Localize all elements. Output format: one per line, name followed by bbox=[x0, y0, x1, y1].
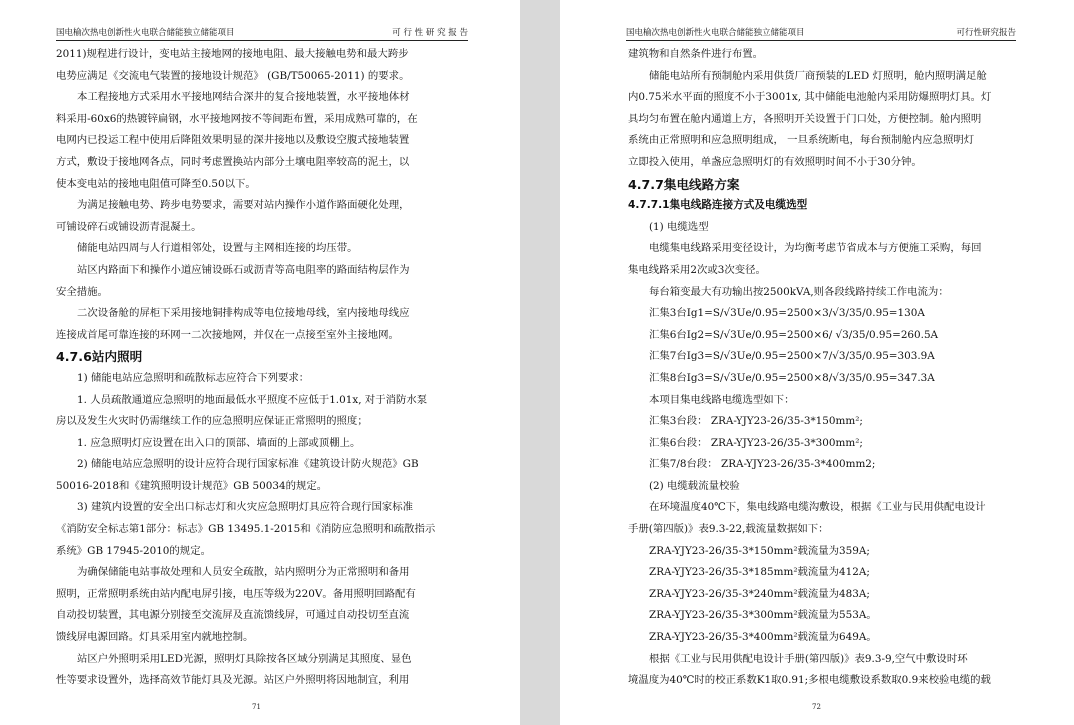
text-line: ZRA-YJY23-26/35-3*185mm²载流量为412A; bbox=[649, 566, 870, 579]
report-type: 可行性研究报告 bbox=[956, 28, 1016, 38]
text-line: 具均匀布置在舱内通道上方，各照明开关设置于门口处，方便控制。舱内照明 bbox=[628, 112, 982, 125]
text-line: 二次设备舱的屏柜下采用接地铜排构成等电位接地母线，室内接地母线应 bbox=[77, 307, 410, 320]
text-line: 站区内路面下和操作小道应铺设砾石或沥青等高电阻率的路面结构层作为 bbox=[77, 263, 410, 276]
text-line: 汇集3台段： ZRA-YJY23-26/35-3*150mm²; bbox=[649, 415, 863, 428]
text-line: ZRA-YJY23-26/35-3*300mm²载流量为553A。 bbox=[649, 609, 877, 622]
text-line: 系统》GB 17945-2010的规定。 bbox=[56, 544, 211, 557]
text-line: 自动投切装置，其电源分别接至交流屏及直流馈线屏，可通过自动投切至直流 bbox=[56, 609, 410, 622]
text-line: 安全措施。 bbox=[56, 285, 108, 298]
text-line: 连接成首尾可靠连接的环网一二次接地网，并仅在一点接至室外主接地网。 bbox=[56, 328, 399, 341]
text-line: 汇集8台Ig3=S/√3Ue/0.95=2500×8/√3/35/0.95=347.3A bbox=[649, 371, 935, 384]
text-line: 在环境温度40℃下，集电线路电缆沟敷设，根据《工业与民用供配电设计 bbox=[649, 501, 986, 514]
report-type: 可 行 性 研 究 报 告 bbox=[392, 28, 468, 38]
project-title: 国电榆次热电创新性火电联合储能独立储能项目 bbox=[626, 28, 805, 38]
text-line: 汇集6台Ig2=S/√3Ue/0.95=2500×6/ √3/35/0.95=260.5A bbox=[649, 328, 939, 341]
text-line: 方式，敷设于接地网各点，同时考虑置换站内部分土壤电阻率较高的泥土，以 bbox=[56, 155, 410, 168]
text-line: 电缆集电线路采用变径设计，为均衡考虑节省成本与方便施工采购，每回 bbox=[649, 242, 982, 255]
text-line: 料采用-60x6的热镀锌扁钢，水平接地网按不等间距布置，采用成熟可靠的，在 bbox=[56, 112, 418, 125]
text-line: 性等要求设置外，选择高效节能灯具及光源。站区户外照明将因地制宜，利用 bbox=[56, 674, 410, 687]
text-line: 每台箱变最大有功输出按2500kVA,则各段线路持续工作电流为： bbox=[649, 285, 949, 298]
text-line: 馈线屏电源回路。灯具采用室内就地控制。 bbox=[56, 631, 254, 644]
section-heading: 4.7.7集电线路方案 bbox=[628, 176, 740, 192]
text-line: 本工程接地方式采用水平接地网结合深井的复合接地装置，水平接地体材 bbox=[77, 91, 410, 104]
text-line: 集电线路采用2次或3次变径。 bbox=[628, 263, 766, 276]
section-heading: 4.7.6站内照明 bbox=[56, 349, 143, 365]
page-72 bbox=[560, 0, 1074, 725]
text-line: 本项目集电线路电缆选型如下： bbox=[649, 393, 795, 406]
text-line: 手册(第四版)》表9.3-22,载流量数据如下： bbox=[628, 523, 829, 536]
text-line: (1) 电缆选型 bbox=[649, 220, 709, 233]
text-line: 1. 应急照明灯应设置在出入口的顶部、墙面的上部或顶棚上。 bbox=[77, 436, 361, 449]
text-line: ZRA-YJY23-26/35-3*400mm²载流量为649A。 bbox=[649, 631, 877, 644]
text-line: 根据《工业与民用供配电设计手册(第四版)》表9.3-9,空气中敷设时环 bbox=[649, 652, 968, 665]
page-number: 72 bbox=[812, 703, 821, 711]
page-number: 71 bbox=[252, 703, 261, 711]
text-line: 50016-2018和《建筑照明设计规范》GB 50034的规定。 bbox=[56, 479, 328, 492]
text-line: 站区户外照明采用LED光源，照明灯具除按各区域分别满足其照度、显色 bbox=[77, 652, 412, 665]
text-line: 为满足接触电势、跨步电势要求，需要对站内操作小道作路面硬化处理， bbox=[77, 199, 410, 212]
text-line: 电势应满足《交流电气装置的接地设计规范》 (GB/T50065-2011) 的要求。 bbox=[56, 69, 410, 82]
page-body bbox=[628, 44, 1016, 692]
text-line: 3) 建筑内设置的安全出口标志灯和火灾应急照明灯具应符合现行国家标准 bbox=[77, 501, 414, 514]
section-heading: 4.7.7.1集电线路连接方式及电缆选型 bbox=[628, 199, 808, 212]
text-line: 使本变电站的接地电阻值可降至0.50以下。 bbox=[56, 177, 256, 190]
text-line: 汇集7/8台段： ZRA-YJY23-26/35-3*400mm2; bbox=[649, 458, 876, 471]
text-line: (2) 电缆载流量校验 bbox=[649, 479, 740, 492]
text-line: 1. 人员疏散通道应急照明的地面最低水平照度不应低于1.01x, 对于消防水泵 bbox=[77, 393, 428, 406]
text-line: 汇集3台Ig1=S/√3Ue/0.95=2500×3/√3/35/0.95=130A bbox=[649, 307, 925, 320]
page-header bbox=[56, 24, 468, 41]
text-line: 汇集6台段： ZRA-YJY23-26/35-3*300mm²; bbox=[649, 436, 863, 449]
text-line: 房以及发生火灾时仍需继续工作的应急照明应保证正常照明的照度； bbox=[56, 415, 368, 428]
page-header bbox=[626, 24, 1016, 41]
page-body bbox=[56, 44, 464, 692]
text-line: 汇集7台Ig3=S/√3Ue/0.95=2500×7/√3/35/0.95=303.9A bbox=[649, 350, 935, 363]
project-title: 国电榆次热电创新性火电联合储能独立储能项目 bbox=[56, 28, 235, 38]
text-line: 储能电站四周与人行道相邻处，设置与主网相连接的均压带。 bbox=[77, 242, 358, 255]
text-line: 2) 储能电站应急照明的设计应符合现行国家标准《建筑设计防火规范》GB bbox=[77, 458, 419, 471]
text-line: 电网内已投运工程中使用后降阻效果明显的深井接地以及敷设空腹式接地装置 bbox=[56, 134, 410, 147]
page-71 bbox=[0, 0, 520, 725]
text-line: 境温度为40℃时的校正系数K1取0.91;多根电缆敷设系数取0.9来校验电缆的载 bbox=[628, 674, 991, 687]
text-line: 1) 储能电站应急照明和疏散标志应符合下列要求： bbox=[77, 371, 310, 384]
text-line: 内0.75米水平面的照度不小于3001x, 其中储能电池舱内采用防爆照明灯具。灯 bbox=[628, 91, 992, 104]
text-line: 储能电站所有预制舱内采用供货厂商预装的LED 灯照明，舱内照明满足舱 bbox=[649, 69, 987, 82]
text-line: 可铺设碎石或铺设沥青混凝土。 bbox=[56, 220, 202, 233]
text-line: 照明，正常照明系统由站内配电屏引接，电压等级为220V。备用照明回路配有 bbox=[56, 587, 416, 600]
text-line: ZRA-YJY23-26/35-3*150mm²载流量为359A; bbox=[649, 544, 870, 557]
text-line: 2011)规程进行设计，变电站主接地网的接地电阻、最大接触电势和最大跨步 bbox=[56, 48, 409, 60]
text-line: ZRA-YJY23-26/35-3*240mm²载流量为483A; bbox=[649, 587, 870, 600]
page-gap bbox=[520, 0, 560, 725]
text-line: 立即投入使用，单盏应急照明灯的有效照明时间不小于30分钟。 bbox=[628, 155, 922, 168]
text-line: 《消防安全标志第1部分：标志》GB 13495.1-2015和《消防应急照明和疏散指示 bbox=[56, 523, 436, 536]
text-line: 系统由正常照明和应急照明组成， 一旦系统断电，每台预制舱内应急照明灯 bbox=[628, 134, 975, 147]
text-line: 为确保储能电站事故处理和人员安全疏散，站内照明分为正常照明和备用 bbox=[77, 566, 410, 579]
text-line: 建筑物和自然条件进行布置。 bbox=[628, 48, 764, 60]
